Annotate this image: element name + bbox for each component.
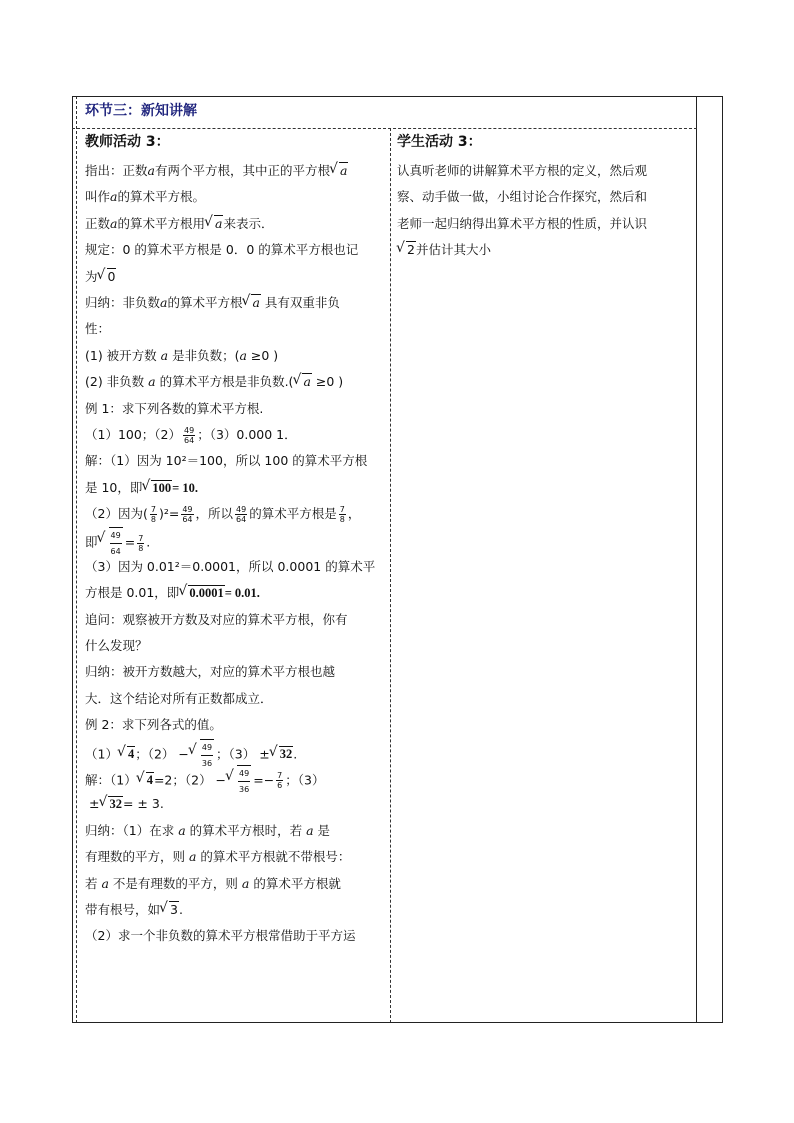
fraction: $\frac{49}{64}$ bbox=[236, 505, 247, 525]
teacher-heading: 教师活动 3： bbox=[85, 134, 170, 150]
text-line: 解：（1）因为 10²＝100，所以 100 的算术平方根 bbox=[85, 453, 368, 469]
sqrt-symbol: √ 0.0001 bbox=[180, 580, 224, 606]
table-bottom-border bbox=[72, 1022, 723, 1023]
text-line: 指出：正数a有两个平方根，其中正的平方根√ a bbox=[85, 158, 385, 184]
text-line: （1）100；（2） $\frac{49}{64}$ ；（3）0.000 1． bbox=[85, 425, 297, 445]
fraction: $\frac{7}{8}$ bbox=[138, 533, 144, 553]
sqrt-symbol bbox=[227, 765, 253, 797]
text-line: 叫作a的算术平方根。 bbox=[85, 189, 205, 205]
sqrt-symbol bbox=[190, 739, 216, 771]
table-top-border bbox=[72, 96, 723, 97]
text-line: （2）因为( $\frac{7}{8}$ )²= $\frac{49}{64}$ ，所以 $\frac{49}{64}$ 的算术平方根是 $\frac{7}{8}$ ， bbox=[85, 505, 361, 525]
text-line: (2) 非负数 a 的算术平方根是非负数.(√ a ≥0 ) bbox=[85, 369, 385, 395]
table-left-border bbox=[72, 96, 73, 1023]
text-line: 若 a 不是有理数的平方，则 a 的算术平方根就 bbox=[85, 875, 341, 891]
text-line: （3）因为 0.01²＝0.0001，所以 0.0001 的算术平 bbox=[85, 558, 376, 574]
fraction: √ $\frac{49}{36}$ bbox=[200, 739, 214, 771]
text-line: √ 2并估计其大小 bbox=[397, 237, 702, 263]
sqrt-symbol: √ 3 bbox=[161, 897, 179, 923]
text-line: 方根是 0.01，即√ 0.0001= 0.01. bbox=[85, 580, 385, 606]
text-line: 有理数的平方，则 a 的算术平方根就不带根号： bbox=[85, 849, 351, 865]
text-line: 例 2：求下列各式的值。 bbox=[85, 717, 222, 733]
text-line: 是 10，即√ 100= 10. bbox=[85, 475, 385, 501]
text-line: 带有根号，如√ 3. bbox=[85, 897, 385, 923]
text-line: （1）√ 4；（2） − √ $\frac{49}{36}$ ；（3） ±√ 32. bbox=[85, 739, 385, 765]
text-line: ±√ 32= ± 3. bbox=[85, 791, 385, 817]
text-line: 老师一起归纳得出算术平方根的性质，并认识 bbox=[397, 215, 648, 231]
sqrt-symbol: √ 2 bbox=[398, 237, 416, 263]
text-line: 大．这个结论对所有正数都成立． bbox=[85, 690, 273, 706]
fraction: √ $\frac{49}{64}$ bbox=[109, 527, 123, 559]
sqrt-symbol bbox=[99, 527, 125, 559]
sqrt-symbol: √ a bbox=[206, 211, 223, 237]
text-line: 例 1：求下列各数的算术平方根. bbox=[85, 400, 264, 416]
student-content bbox=[397, 158, 702, 264]
sqrt-symbol: √ 100 bbox=[143, 475, 172, 501]
text-line: 即 √ $\frac{49}{64}$ = $\frac{7}{8}$ . bbox=[85, 527, 385, 553]
sqrt-symbol: √ 0 bbox=[99, 264, 117, 290]
student-heading: 学生活动 3： bbox=[397, 134, 482, 150]
sqrt-symbol: √ 4 bbox=[119, 741, 135, 767]
fraction: $\frac{7}{8}$ bbox=[339, 505, 345, 525]
fraction: √ $\frac{49}{36}$ bbox=[237, 765, 251, 797]
text-line: 察、动手做一做，小组讨论合作探究，然后和 bbox=[397, 189, 648, 205]
text-line: 归纳：非负数a的算术平方根√ a 具有双重非负 bbox=[85, 290, 385, 316]
text-line: 什么发现？ bbox=[85, 638, 148, 654]
text-line: 正数a的算术平方根用√ a来表示． bbox=[85, 211, 385, 237]
fraction: $\frac{49}{64}$ bbox=[182, 505, 193, 525]
sqrt-symbol: √ a bbox=[331, 158, 348, 184]
text-line: 解：（1）√ 4=2；（2） − √ $\frac{49}{36}$ =− $\frac{7}{6}$ ；（3） bbox=[85, 765, 385, 791]
sqrt-symbol: √ a bbox=[294, 369, 311, 395]
text-line: 归纳：被开方数越大，对应的算术平方根也越 bbox=[85, 664, 336, 680]
fraction: $\frac{7}{8}$ bbox=[150, 505, 156, 525]
text-line: （2）求一个非负数的算术平方根常借助于平方运 bbox=[85, 928, 356, 944]
text-line: 追问：观察被开方数及对应的算术平方根，你有 bbox=[85, 611, 348, 627]
text-line: 归纳：（1）在求 a 的算术平方根时，若 a 是 bbox=[85, 822, 331, 838]
text-line: (1) 被开方数 a 是非负数；(a ≥0 ) bbox=[85, 347, 279, 363]
header-separator bbox=[72, 128, 697, 129]
table-left-inner-border bbox=[76, 96, 77, 1023]
text-line: 为√ 0 bbox=[85, 264, 385, 290]
sqrt-symbol: √ 4 bbox=[138, 767, 154, 793]
sqrt-symbol: √ a bbox=[243, 290, 260, 316]
table-right-border bbox=[722, 96, 723, 1023]
sqrt-symbol: √ 32 bbox=[271, 741, 294, 767]
text-line: 认真听老师的讲解算术平方根的定义，然后观 bbox=[397, 163, 648, 178]
section-title: 环节三：新知讲解 bbox=[85, 103, 197, 119]
text-line: 性： bbox=[85, 321, 111, 337]
sqrt-symbol: √ 32 bbox=[100, 791, 123, 817]
column-divider bbox=[390, 128, 391, 1023]
fraction: $\frac{49}{64}$ bbox=[184, 425, 195, 445]
text-line: 规定：0 的算术平方根是 0．0 的算术平方根也记 bbox=[85, 242, 359, 258]
teacher-content bbox=[85, 158, 385, 950]
fraction: $\frac{7}{6}$ bbox=[277, 771, 283, 791]
